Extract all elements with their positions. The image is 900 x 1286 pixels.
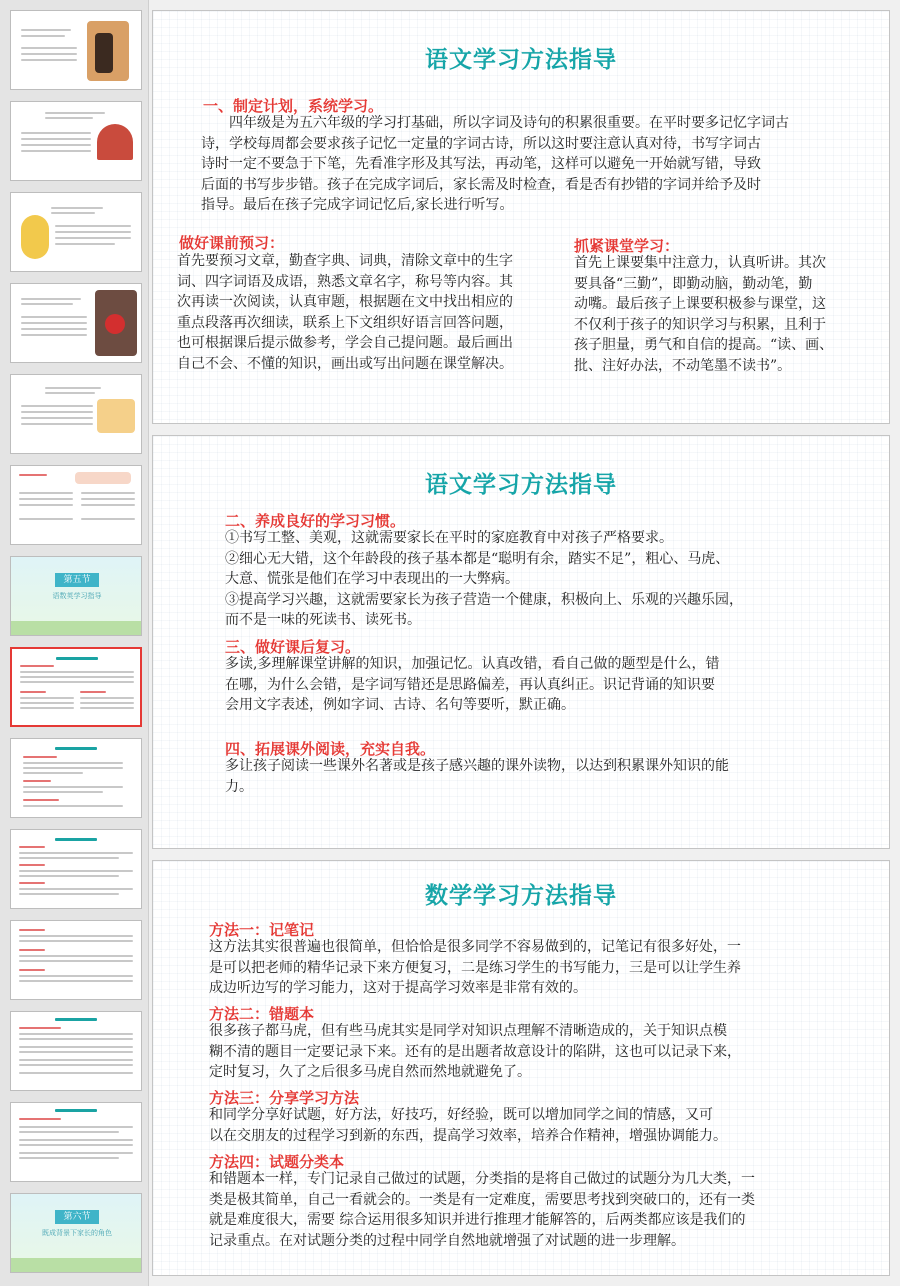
reading-body: 多让孩子阅读一些课外名著或是孩子感兴趣的课外读物，以达到积累课外知识的能 力。 bbox=[225, 758, 729, 795]
classroom-heading: 抓紧课堂学习： bbox=[574, 237, 680, 255]
method-4-heading: 方法四：试题分类本 bbox=[209, 1153, 345, 1171]
review-heading: 三、做好课后复习。 bbox=[225, 638, 361, 656]
slide-thumbnail-1[interactable] bbox=[10, 10, 142, 90]
classroom-body: 首先上课要集中注意力，认真听讲。其次 要具备“三勤”，即勤动脑，勤动笔，勤 动嘴。最后孩子上课要积极参与课堂，这 不仅利于孩子的知识学习与积累，且利于 孩子胆量，勇气和自信的提高。“读、画、 批、注好办法，不动笔墨不读书”。 bbox=[574, 255, 834, 374]
slide-thumbnail-10[interactable] bbox=[10, 829, 142, 909]
slide-chinese-method-1 bbox=[152, 10, 890, 424]
habits-body: ①书写工整、美观，这就需要家长在平时的家庭教育中对孩子严格要求。 ②细心无大错，这个年龄段的孩子基本都是“聪明有余，踏实不足”，粗心、马虎、 大意、慌张是他们在学习中表现出的一大弊病。 ③提高学习兴趣，这就需要家长为孩子营造一个健康，积极向上、乐观的兴趣乐园， 而不是一味的死读书、读死书。 bbox=[225, 530, 743, 628]
slide-thumbnail-8[interactable] bbox=[10, 647, 142, 727]
slide-thumbnail-12[interactable] bbox=[10, 1011, 142, 1091]
preview-heading: 做好课前预习： bbox=[179, 234, 285, 252]
habits-heading: 二、养成良好的学习习惯。 bbox=[225, 512, 406, 530]
slide-title: 语文学习方法指导 bbox=[425, 47, 617, 73]
method-2-body: 很多孩子都马虎，但有些马虎其实是同学对知识点理解不清晰造成的，关于知识点模 糊不清的题目一定要记录下来。还有的是出题者故意设计的陷阱，这也可以记录下来， 定时复习，久了之后很多马虎自然而然地就避免了。 bbox=[209, 1023, 741, 1080]
slide-thumbnail-6[interactable] bbox=[10, 465, 142, 545]
review-body: 多读,多理解课堂讲解的知识，加强记忆。认真改错，看自己做的题型是什么，错 在哪，为什么会错，是字词写错还是思路偏差，再认真纠正。识记背诵的知识要 会用文字表述，例如字词、古诗、名句等要听，默正确。 bbox=[225, 656, 720, 713]
section-badge: 第五节 bbox=[55, 573, 99, 587]
preview-body: 首先要预习文章，勤查字典、词典，清除文章中的生字 词、四字词语及成语，熟悉文章名字，称号等内容。其 次再读一次阅读，认真审题，根据题在文中找出相应的 重点段落再次细读，联系上下文组织好语言回答问题， 也可根据课后提示做参考，学会自己提问题。最后画出 自己不会、不懂的知识，画出或写出问题在课堂解决。 bbox=[177, 253, 513, 372]
slide-thumbnail-3[interactable] bbox=[10, 192, 142, 272]
section-heading: 一、制定计划，系统学习。 bbox=[203, 97, 384, 115]
slide-thumbnail-9[interactable] bbox=[10, 738, 142, 818]
slide-title: 数学学习方法指导 bbox=[425, 883, 617, 909]
section-badge: 第六节 bbox=[55, 1210, 99, 1224]
slide-title: 语文学习方法指导 bbox=[425, 472, 617, 498]
slide-thumbnail-14[interactable] bbox=[10, 1193, 142, 1273]
slide-thumbnail-panel bbox=[0, 0, 149, 1286]
slide-math-method bbox=[152, 860, 890, 1276]
slide-thumbnail-5[interactable] bbox=[10, 374, 142, 454]
method-1-heading: 方法一：记笔记 bbox=[209, 921, 315, 939]
slide-thumbnail-4[interactable] bbox=[10, 283, 142, 363]
section-subtitle: 既成背景下家长的角色 bbox=[42, 1229, 112, 1237]
slide-chinese-method-2 bbox=[152, 435, 890, 849]
reading-heading: 四、拓展课外阅读，充实自我。 bbox=[225, 740, 436, 758]
slide-thumbnail-13[interactable] bbox=[10, 1102, 142, 1182]
method-2-heading: 方法二：错题本 bbox=[209, 1005, 315, 1023]
section-subtitle: 语数英学习指导 bbox=[52, 592, 102, 600]
slide-thumbnail-7[interactable] bbox=[10, 556, 142, 636]
slide-thumbnail-11[interactable] bbox=[10, 920, 142, 1000]
method-3-heading: 方法三：分享学习方法 bbox=[209, 1089, 360, 1107]
slide-thumbnail-2[interactable] bbox=[10, 101, 142, 181]
section-body: 四年级是为五六年级的学习打基础，所以字词及诗句的积累很重要。在平时要多记忆字词古 诗，学校每周都会要求孩子记忆一定量的字词古诗，所以这时要注意认真对待，书写字词古 诗时一定不要急于下笔，先看准字形及其写法，再动笔，这样可以避免一开始就写错，导致 后面的书写步步错。孩子在完成字词后，家长需及时检查，看是否有抄错的字词并给予及时 指导。最后在孩子完成字词记忆后,家长进行听写。 bbox=[201, 115, 789, 213]
method-4-body: 和错题本一样，专门记录自己做过的试题，分类指的是将自己做过的试题分为几大类，一 类是极其简单，自己一看就会的。一类是有一定难度，需要思考找到突破口的，还有一类 就是难度很大，需要 综合运用很多知识并进行推理才能解答的，后两类都应该是我们的 记录重点。在对试题分类的过程中同学自然地就增强了对试题的进一步理解。 bbox=[209, 1171, 755, 1249]
method-1-body: 这方法其实很普遍也很简单，但恰恰是很多同学不容易做到的，记笔记有很多好处，一 是可以把老师的精华记录下来方便复习，二是练习学生的书写能力，三是可以让学生养 成边听边写的学习能力，这对于提高学习效率是非常有效的。 bbox=[209, 939, 741, 996]
method-3-body: 和同学分享好试题，好方法，好技巧，好经验，既可以增加同学之间的情感，又可 以在交朋友的过程学习到新的东西，提高学习效率，培养合作精神，增强协调能力。 bbox=[209, 1107, 727, 1144]
